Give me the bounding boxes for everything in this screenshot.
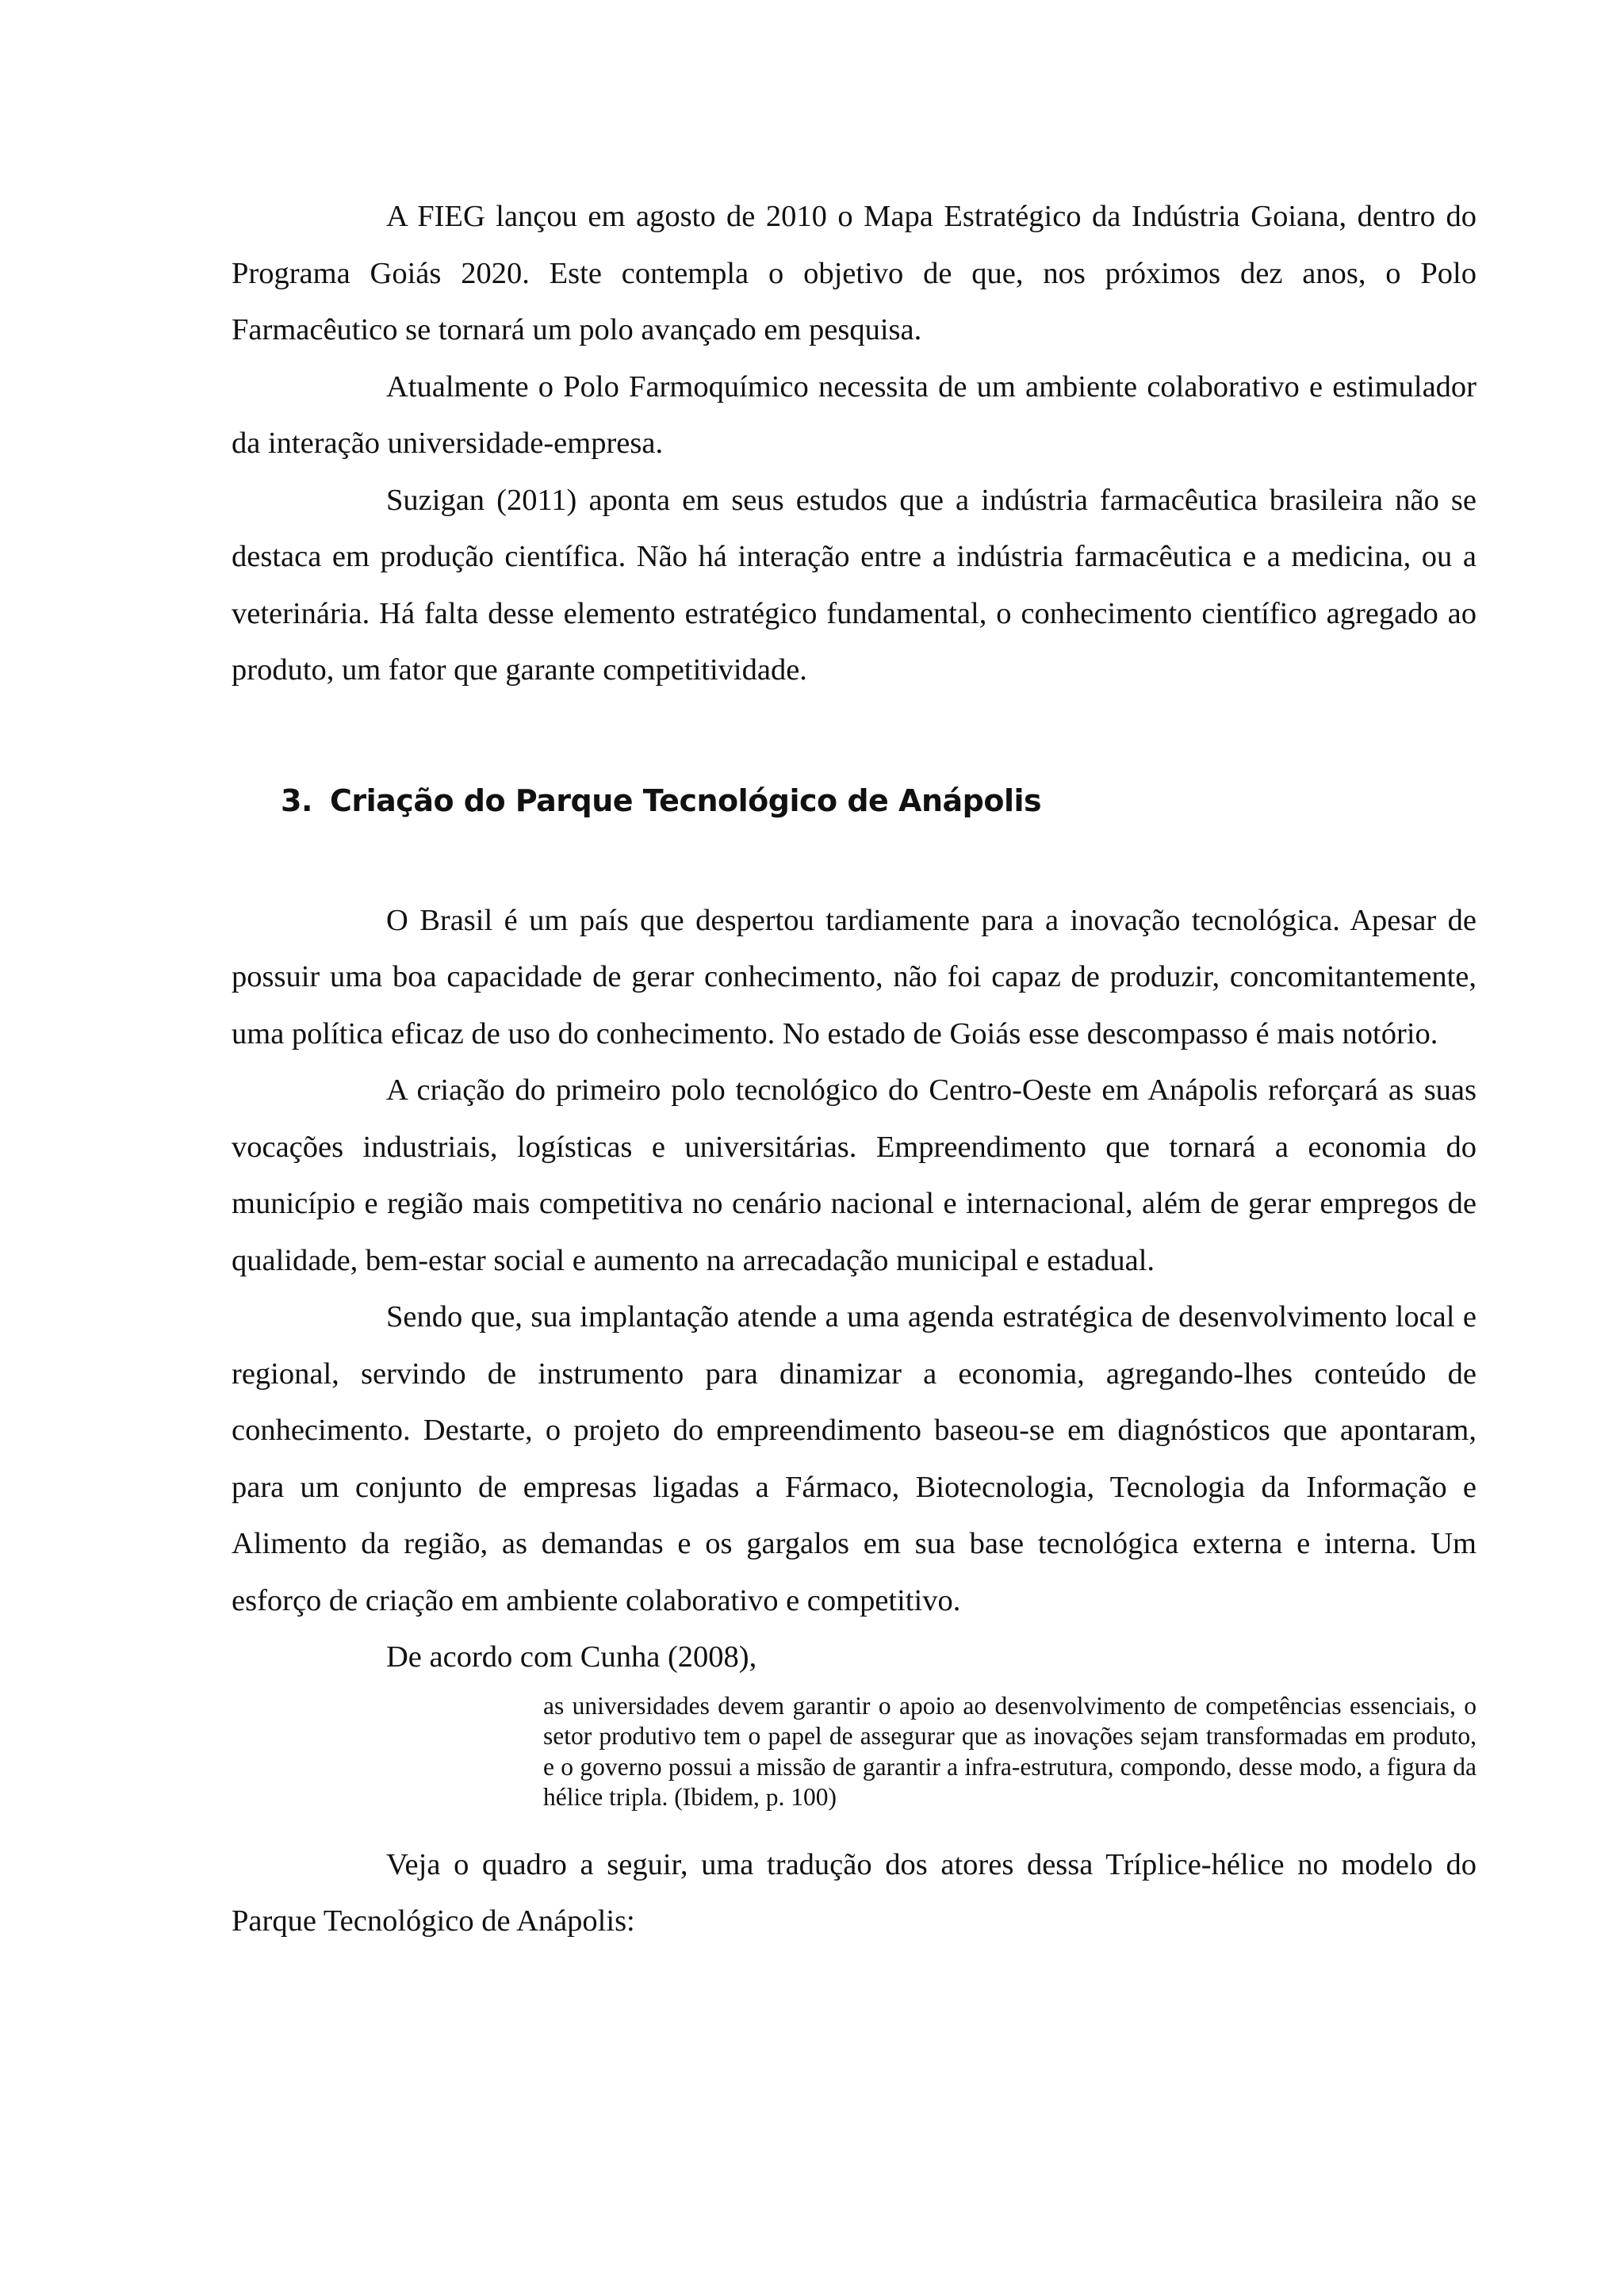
paragraph-polo-farmoquimico: Atualmente o Polo Farmoquímico necessita de um ambiente colaborativo e estimulador da interação universidade-empresa.	[232, 369, 1477, 460]
paragraph-brasil-inovacao: O Brasil é um país que despertou tardiamente para a inovação tecnológica. Apesar de possuir uma boa capacidade de gerar conhecimento, não foi capaz de produzir, concomitantemente, uma política eficaz de uso do conhecimento. No estado de Goiás esse descompasso é mais notório.	[232, 903, 1477, 1050]
block-quote: as universidades devem garantir o apoio ao desenvolvimento de competências essenciais, o setor produtivo tem o papel de assegurar que as inovações sejam transformadas em produto, e o governo possui a missão de garantir a infra-estrutura, compondo, desse modo, a figura da hélice tripla. (Ibidem, p. 100)	[543, 1691, 1477, 1811]
page-content	[232, 189, 1477, 1950]
paragraph-suzigan: Suzigan (2011) aponta em seus estudos que a indústria farmacêutica brasileira não se destaca em produção científica. Não há interação entre a indústria farmacêutica e a medicina, ou a veterinária. Há falta desse elemento estratégico fundamental, o conhecimento científico agregado ao produto, um fator que garante competitividade.	[232, 483, 1477, 687]
section-number: 3.	[281, 783, 312, 818]
quote-intro: De acordo com Cunha (2008),	[386, 1640, 757, 1674]
paragraph-fieg-map: A FIEG lançou em agosto de 2010 o Mapa Estratégico da Indústria Goiana, dentro do Programa Goiás 2020. Este contempla o objetivo de que, nos próximos dez anos, o Polo Farmacêutico se tornará um polo avançado em pesquisa.	[232, 200, 1477, 346]
section-heading	[281, 777, 1477, 825]
section-title: Criação do Parque Tecnológico de Anápolis	[330, 783, 1042, 818]
paragraph-closing: Veja o quadro a seguir, uma tradução dos atores dessa Tríplice-hélice no modelo do Parque Tecnológico de Anápolis:	[232, 1847, 1477, 1938]
paragraph-implantacao: Sendo que, sua implantação atende a uma agenda estratégica de desenvolvimento local e regional, servindo de instrumento para dinamizar a economia, agregando-lhes conteúdo de conhecimento. Destarte, o projeto do empreendimento baseou-se em diagnósticos que apontaram, para um conjunto de empresas ligadas a Fármaco, Biotecnologia, Tecnologia da Informação e Alimento da região, as demandas e os gargalos em sua base tecnológica externa e interna. Um esforço de criação em ambiente colaborativo e competitivo.	[232, 1300, 1477, 1617]
paragraph-polo-tecnologico: A criação do primeiro polo tecnológico do Centro-Oeste em Anápolis reforçará as suas vocações industriais, logísticas e universitárias. Empreendimento que tornará a economia do município e região mais competitiva no cenário nacional e internacional, além de gerar empregos de qualidade, bem-estar social e aumento na arrecadação municipal e estadual.	[232, 1073, 1477, 1277]
